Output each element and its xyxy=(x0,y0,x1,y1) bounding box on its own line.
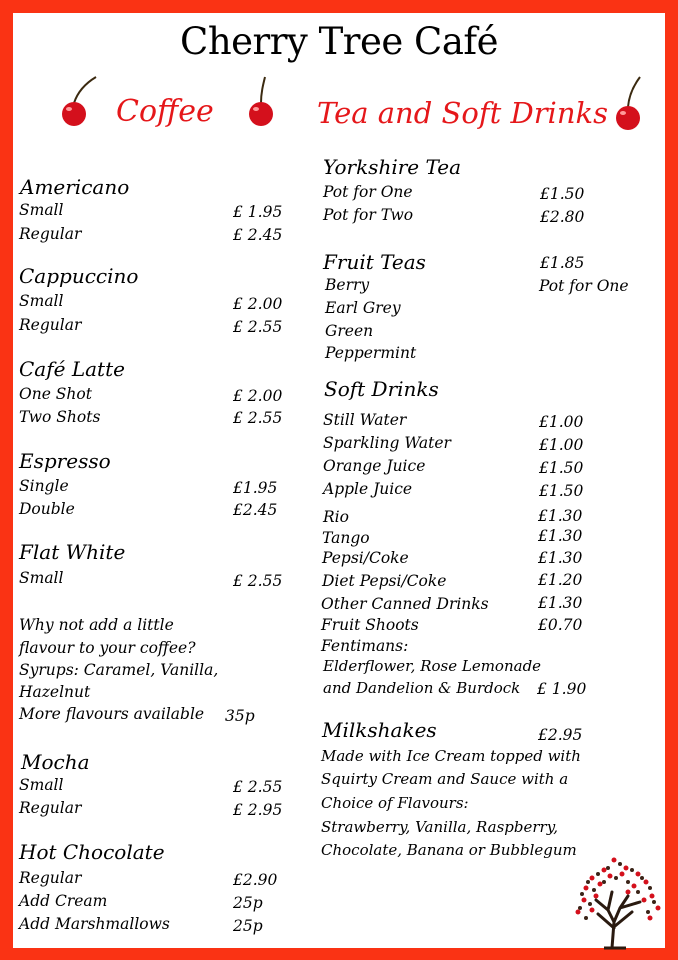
fentimans-line: Fentimans: xyxy=(321,637,409,655)
soft-drink-price: £1.50 xyxy=(539,459,584,477)
espresso-item-price: £2.45 xyxy=(233,501,278,519)
yorkshire-item-price: £2.80 xyxy=(540,208,585,226)
hotchoc-item-label: Add Marshmallows xyxy=(19,915,170,933)
soft-drink-label: Diet Pepsi/Coke xyxy=(322,572,447,590)
soft-drink-label: Orange Juice xyxy=(323,457,426,475)
americano-item-label: Regular xyxy=(19,225,82,243)
hotchoc-item-price: £2.90 xyxy=(233,871,278,889)
milkshakes-line: Chocolate, Banana or Bubblegum xyxy=(321,841,577,859)
fentimans-line: and Dandelion & Burdock xyxy=(323,679,521,697)
mocha-item-label: Small xyxy=(19,776,64,794)
milkshakes-line: Squirty Cream and Sauce with a xyxy=(321,770,569,788)
fruit-tea-flavour: Green xyxy=(325,322,374,340)
flavour-more-label: More flavours available xyxy=(19,705,205,723)
hotchoc-heading: Hot Chocolate xyxy=(19,840,165,864)
fruit-tea-flavour: Earl Grey xyxy=(325,299,401,317)
milkshakes-line: Choice of Flavours: xyxy=(321,794,469,812)
soft-drink-label: Apple Juice xyxy=(323,480,413,498)
coffee-header: Coffee xyxy=(116,94,214,129)
cappuccino-item-label: Regular xyxy=(19,316,82,334)
soft-drink-label: Fruit Shoots xyxy=(321,616,419,634)
soft-drink-label: Rio xyxy=(323,508,349,526)
soft-drink-price: £1.00 xyxy=(539,436,584,454)
espresso-heading: Espresso xyxy=(19,449,111,473)
flatwhite-item-label: Small xyxy=(19,569,64,587)
hotchoc-item-label: Regular xyxy=(19,869,82,887)
fruit-tea-flavour: Berry xyxy=(325,276,370,294)
mocha-heading: Mocha xyxy=(21,750,90,774)
flavour-text-line: Why not add a little xyxy=(19,616,174,634)
latte-item-label: Two Shots xyxy=(19,408,101,426)
soft-drink-price: £1.30 xyxy=(538,507,583,525)
soft-drink-label: Pepsi/Coke xyxy=(322,549,409,567)
cappuccino-item-price: £ 2.00 xyxy=(233,295,283,313)
soft-drink-price: £1.00 xyxy=(539,413,584,431)
page-title: Cherry Tree Café xyxy=(180,20,498,63)
americano-item-price: £ 2.45 xyxy=(233,226,283,244)
soft-drink-price: £0.70 xyxy=(538,616,583,634)
tea-header: Tea and Soft Drinks xyxy=(317,96,608,130)
milkshakes-line: Made with Ice Cream topped with xyxy=(321,747,581,765)
cappuccino-item-label: Small xyxy=(19,292,64,310)
americano-item-price: £ 1.95 xyxy=(233,203,283,221)
latte-item-price: £ 2.00 xyxy=(233,387,283,405)
mocha-item-label: Regular xyxy=(19,799,82,817)
fentimans-line: Elderflower, Rose Lemonade xyxy=(323,657,542,675)
yorkshire-item-label: Pot for Two xyxy=(323,206,414,224)
soft-drink-price: £1.50 xyxy=(539,482,584,500)
americano-heading: Americano xyxy=(20,175,130,199)
yorkshire-item-price: £1.50 xyxy=(540,185,585,203)
hotchoc-item-price: 25p xyxy=(233,917,263,935)
flavour-text-line: flavour to your coffee? xyxy=(19,639,196,657)
hotchoc-item-price: 25p xyxy=(233,894,263,912)
flavour-price: 35p xyxy=(225,707,255,725)
hotchoc-item-label: Add Cream xyxy=(19,892,108,910)
yorkshire-heading: Yorkshire Tea xyxy=(323,155,462,179)
soft-drink-price: £1.20 xyxy=(538,571,583,589)
cherry-icon xyxy=(610,75,650,131)
mocha-item-price: £ 2.95 xyxy=(233,801,283,819)
milkshakes-line: Strawberry, Vanilla, Raspberry, xyxy=(321,818,558,836)
soft-drink-label: Tango xyxy=(322,529,370,547)
latte-heading: Café Latte xyxy=(19,357,125,381)
cherry-tree-icon xyxy=(568,852,664,950)
mocha-item-price: £ 2.55 xyxy=(233,778,283,796)
latte-item-label: One Shot xyxy=(19,385,92,403)
milkshakes-price: £2.95 xyxy=(538,726,583,744)
fentimans-price: £ 1.90 xyxy=(537,680,587,698)
soft-drink-label: Still Water xyxy=(323,411,407,429)
flavour-text-line: Hazelnut xyxy=(19,683,91,701)
americano-item-label: Small xyxy=(19,201,64,219)
fruit-tea-heading: Fruit Teas xyxy=(323,250,426,274)
flatwhite-heading: Flat White xyxy=(19,540,126,564)
soft-drink-price: £1.30 xyxy=(538,594,583,612)
espresso-item-label: Single xyxy=(19,477,69,495)
cherry-icon xyxy=(58,75,98,127)
flatwhite-item-price: £ 2.55 xyxy=(233,572,283,590)
soft-drinks-heading: Soft Drinks xyxy=(324,377,439,401)
flavour-text-line: Syrups: Caramel, Vanilla, xyxy=(19,661,219,679)
cappuccino-heading: Cappuccino xyxy=(19,264,139,288)
soft-drink-price: £1.30 xyxy=(538,549,583,567)
fruit-tea-note: Pot for One xyxy=(539,277,629,295)
fruit-tea-price: £1.85 xyxy=(540,254,585,272)
fruit-tea-flavour: Peppermint xyxy=(325,344,417,362)
latte-item-price: £ 2.55 xyxy=(233,409,283,427)
soft-drink-label: Sparkling Water xyxy=(323,434,451,452)
cherry-icon xyxy=(243,75,283,127)
yorkshire-item-label: Pot for One xyxy=(323,183,413,201)
espresso-item-label: Double xyxy=(19,500,75,518)
soft-drink-price: £1.30 xyxy=(538,527,583,545)
espresso-item-price: £1.95 xyxy=(233,479,278,497)
cappuccino-item-price: £ 2.55 xyxy=(233,318,283,336)
soft-drink-label: Other Canned Drinks xyxy=(321,595,489,613)
milkshakes-heading: Milkshakes xyxy=(322,718,437,742)
